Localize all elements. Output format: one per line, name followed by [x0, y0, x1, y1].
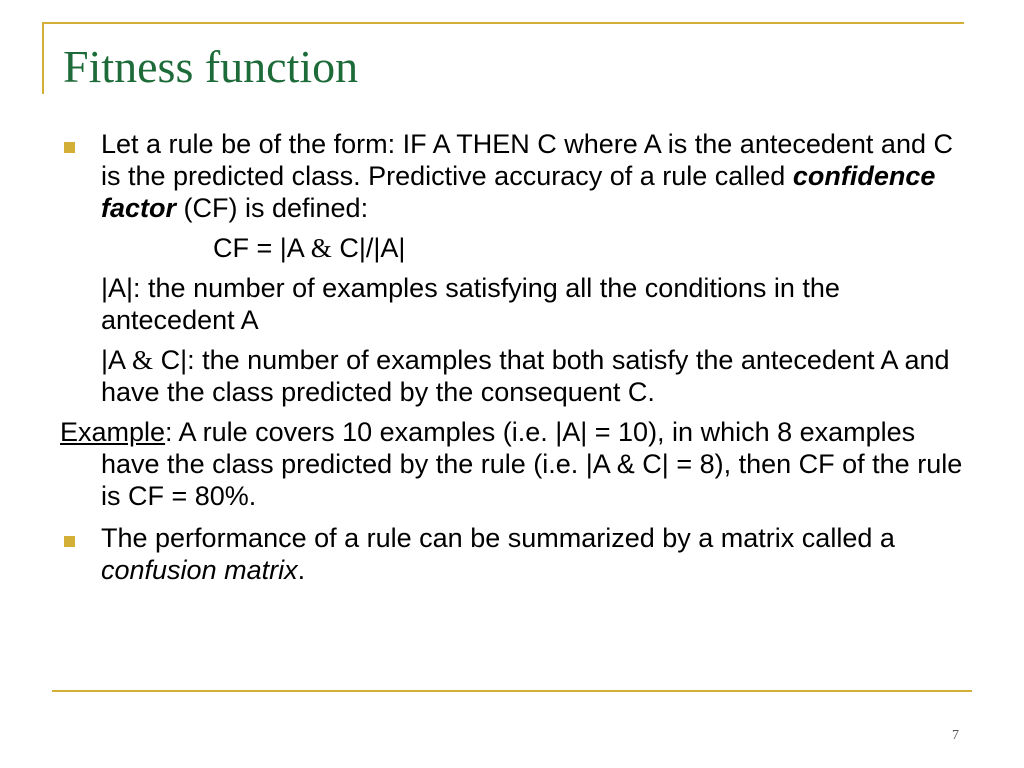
definition-a: |A|: the number of examples satisfying all the conditions in the antecedent A [101, 273, 840, 335]
confidence-factor-term: confidence factor [101, 161, 936, 223]
definition-ac-right: C|: the number of examples that both satisfy the antecedent A and have the class predicted by the consequent C. [101, 345, 950, 407]
definition-a-and-c [60, 344, 970, 408]
slide-body [60, 128, 970, 586]
bullet-matrix-text-2: . [297, 555, 306, 585]
definition-ac-left: |A [101, 345, 133, 375]
example-paragraph [60, 416, 970, 512]
example-text: : A rule covers 10 examples (i.e. |A| = 10), in which 8 examples have the class predicted by the rule (i.e. |A & C| = 8), then CF of the rule is CF = 80%. [101, 417, 963, 511]
footer-divider [52, 690, 972, 692]
accent-frame-left [42, 22, 44, 94]
cf-formula-left: CF = |A [213, 233, 311, 263]
page-number: 7 [952, 728, 959, 743]
definition-ac-amp: & [132, 345, 154, 375]
bullet-confusion-matrix [60, 522, 970, 586]
bullet-rule-text-1: Let a rule be of the form: IF A THEN C where A is the antecedent and C is the predicted class. Predictive accuracy of a rule called [101, 129, 953, 191]
bullet-matrix-text-1: The performance of a rule can be summarized by a matrix called a [101, 523, 895, 553]
accent-frame-top [42, 22, 964, 24]
cf-formula-amp: & [310, 233, 332, 263]
example-label: Example [60, 417, 166, 447]
bullet-rule-text-2: (CF) is defined: [176, 193, 369, 223]
slide-title: Fitness function [63, 41, 359, 92]
cf-formula-right: C|/|A| [331, 233, 406, 263]
confusion-matrix-term: confusion matrix [101, 555, 298, 585]
bullet-rule-definition [60, 128, 970, 224]
cf-formula [60, 232, 970, 264]
